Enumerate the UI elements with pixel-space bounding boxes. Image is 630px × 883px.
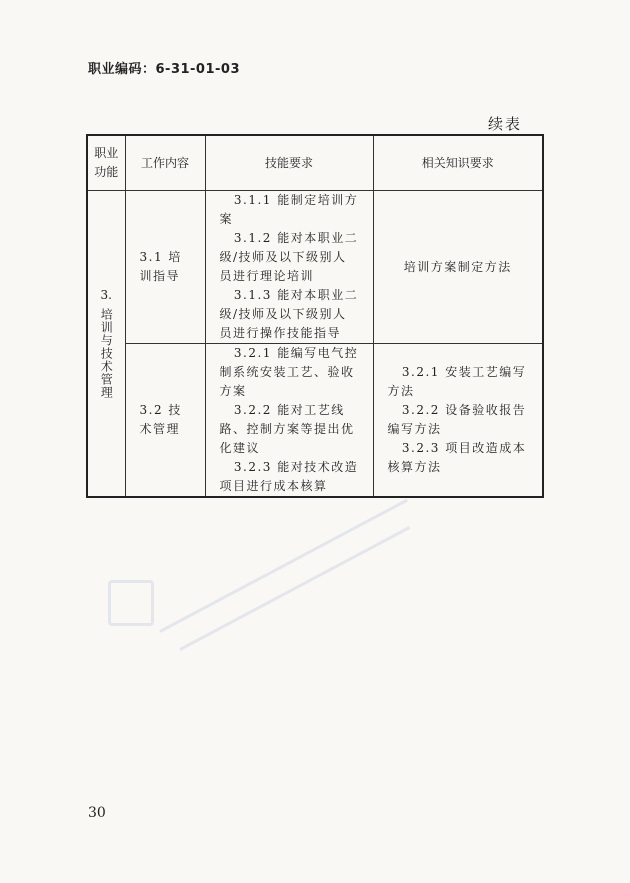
occupation-code: 职业编码：6-31-01-03 [88, 62, 241, 77]
table-row [87, 191, 543, 344]
page-number: 30 [88, 805, 106, 821]
header-work-content: 工作内容 [125, 135, 205, 191]
header-skill-requirements: 技能要求 [205, 135, 373, 191]
header-function-label: 职业功能 [94, 146, 119, 179]
skill-cell [205, 344, 373, 498]
knowledge-item: 3.2.2 设备验收报告编写方法 [387, 403, 527, 436]
skill-item: 3.1.3 能对本职业二级/技师及以下级别人员进行操作技能指导 [219, 288, 359, 340]
work-content-label: 3.1 培训指导 [139, 250, 182, 283]
header-knowledge-requirements: 相关知识要求 [373, 135, 543, 191]
skill-item: 3.2.2 能对工艺线路、控制方案等提出优化建议 [219, 403, 355, 455]
table-header-row [87, 135, 543, 191]
work-content-cell [125, 191, 205, 344]
knowledge-item: 3.2.3 项目改造成本核算方法 [387, 441, 527, 474]
skill-item: 3.2.1 能编写电气控制系统安装工艺、验收方案 [219, 346, 359, 398]
table-row [87, 344, 543, 498]
skill-cell [205, 191, 373, 344]
skill-item: 3.1.1 能制定培训方案 [219, 193, 359, 226]
continued-label: 续表 [488, 115, 523, 133]
knowledge-cell [373, 344, 543, 498]
skill-standard-table [86, 134, 544, 498]
function-cell [87, 191, 125, 498]
skill-item: 3.1.2 能对本职业二级/技师及以下级别人员进行理论培训 [219, 231, 359, 283]
function-name: 培训与技术管理 [99, 308, 114, 399]
knowledge-item: 3.2.1 安装工艺编写方法 [387, 365, 527, 398]
watermark-logo-icon [108, 580, 154, 626]
knowledge-item: 培训方案制定方法 [403, 259, 512, 274]
function-number: 3. [100, 288, 112, 302]
work-content-cell [125, 344, 205, 498]
knowledge-cell [373, 191, 543, 344]
publisher-watermark [100, 530, 460, 650]
skill-item: 3.2.3 能对技术改造项目进行成本核算 [219, 460, 359, 493]
work-content-label: 3.2 技术管理 [139, 403, 182, 436]
header-function [87, 135, 125, 191]
